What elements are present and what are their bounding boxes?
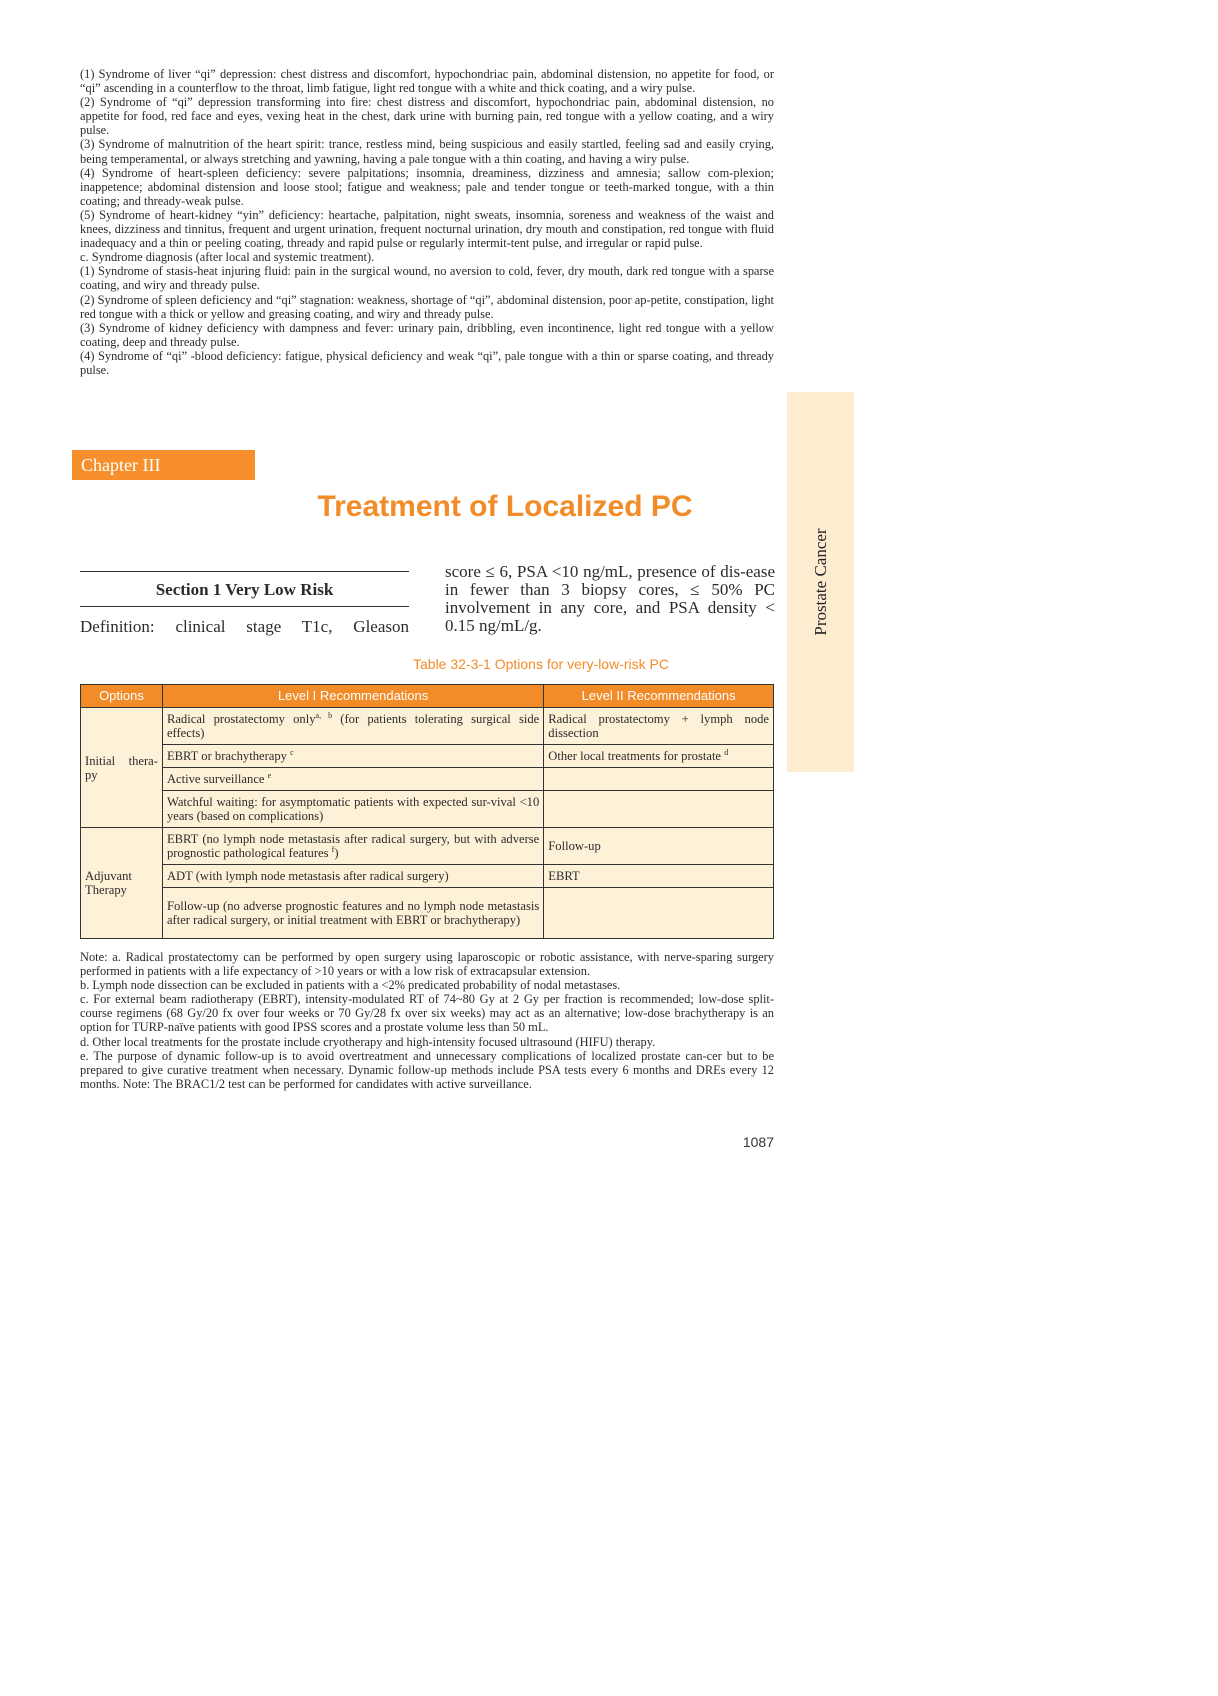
chapter-title: Treatment of Localized PC <box>317 490 693 523</box>
column-header: Level I Recommendations <box>162 685 543 708</box>
table-row <box>81 745 774 768</box>
paragraph: (1) Syndrome of liver “qi” depression: chest distress and discomfort, hypochondriac pain, abdominal distension, no appetite for food, or “qi” ascending in a counterflow to the throat, limb fatigue, light red tongue with a white and thick coating, and a wiry pulse. <box>80 67 774 96</box>
table-row <box>81 888 774 939</box>
level1-cell: Watchful waiting: for asymptomatic patients with expected sur-vival <10 years (based on complications) <box>162 791 543 828</box>
table-row <box>81 791 774 828</box>
note: c. For external beam radiotherapy (EBRT), intensity-modulated RT of 74~80 Gy at 2 Gy per fraction is recommended; low-dose split-course regimens (68 Gy/20 fx over four weeks or 70 Gy/28 fx over six weeks) may act as an alternative; low-dose brachytherapy is an option for TURP-naïve patients with good IPSS scores and a prostate volume less than 50 mL. <box>80 992 774 1035</box>
level2-cell: Radical prostatectomy + lymph node dissection <box>544 708 774 745</box>
column-header: Level II Recommendations <box>544 685 774 708</box>
paragraph: (4) Syndrome of “qi” -blood deficiency: fatigue, physical deficiency and weak “qi”, pale tongue with a thin or sparse coating, and thready pulse. <box>80 348 774 377</box>
table-caption: Table 32-3-1 Options for very-low-risk PC <box>413 656 669 672</box>
level1-cell: EBRT (no lymph node metastasis after radical surgery, but with adverse prognostic pathological features $^f$) <box>162 828 543 865</box>
chapter-label: Chapter III <box>72 450 255 480</box>
level1-cell: ADT (with lymph node metastasis after radical surgery) <box>162 865 543 888</box>
paragraph: (3) Syndrome of kidney deficiency with dampness and fever: urinary pain, dribbling, even incontinence, light red tongue with a yellow coating, deep and thready pulse. <box>80 320 774 349</box>
level2-cell: Follow-up <box>544 828 774 865</box>
section-rule-top <box>80 571 409 572</box>
level2-cell <box>544 768 774 791</box>
top-text-block <box>80 67 774 377</box>
table-row <box>81 828 774 865</box>
table-row <box>81 865 774 888</box>
paragraph: (2) Syndrome of “qi” depression transforming into fire: chest distress and discomfort, hypochondriac pain, abdominal distension, no appetite for food, red face and eyes, vexing heat in the chest, dark urine with burning pain, red tongue with a yellow coating, and a wiry pulse. <box>80 95 774 138</box>
table-header-row <box>81 685 774 708</box>
note: Note: a. Radical prostatectomy can be performed by open surgery using laparoscopic or robotic assistance, with nerve-sparing surgery performed in patients with a life expectancy of >10 years or with a low risk of extracapsular extension. <box>80 950 774 979</box>
table-caption-wrapper <box>0 656 1218 672</box>
level2-cell <box>544 888 774 939</box>
level2-cell <box>544 791 774 828</box>
section-heading: Section 1 Very Low Risk <box>155 580 334 599</box>
chapter-title-wrapper <box>0 490 1218 524</box>
note: e. The purpose of dynamic follow-up is to avoid overtreatment and unnecessary complications of localized prostate can-cer but to be prepared to give curative treatment when necessary. Dynamic follow-up methods include PSA tests every 6 months and DREs every 12 months. Note: The BRAC1/2 test can be performed for candidates with active surveillance. <box>80 1048 774 1091</box>
option-cell: Initial thera-py <box>81 708 163 828</box>
level1-cell: Active surveillance $^e$ <box>162 768 543 791</box>
paragraph: (1) Syndrome of stasis-heat injuring fluid: pain in the surgical wound, no aversion to cold, fever, dry mouth, dark red tongue with a sparse coating, and wiry and thready pulse. <box>80 264 774 293</box>
definition-text-continued: score ≤ 6, PSA <10 ng/mL, presence of dis-ease in fewer than 3 biopsy cores, ≤ 50% PC involvement in any core, and PSA density < 0.15 ng/mL/g. <box>445 562 775 635</box>
note: d. Other local treatments for the prostate include cryotherapy and high-intensity focused ultrasound (HIFU) therapy. <box>80 1034 656 1049</box>
level1-cell: Radical prostatectomy only$^{a, b}$ (for patients tolerating surgical side effects) <box>162 708 543 745</box>
paragraph: (3) Syndrome of malnutrition of the heart spirit: trance, restless mind, being suspicious and easily startled, feeling sad and easily crying, being temperamental, or always stretching and yawning, having a pale tongue with a thin coating, and having a wiry pulse. <box>80 137 774 166</box>
definition-text-start: Definition: clinical stage T1c, Gleason <box>80 617 409 636</box>
note: b. Lymph node dissection can be excluded in patients with a <2% predicated probability of nodal metastases. <box>80 978 621 993</box>
table-row <box>81 708 774 745</box>
side-tab <box>787 392 854 772</box>
table-row <box>81 768 774 791</box>
paragraph: (5) Syndrome of heart-kidney “yin” deficiency: heartache, palpitation, night sweats, insomnia, soreness and weakness of the waist and knees, dizziness and tinnitus, frequent and urgent urination, frequent nocturnal urination, dry mouth and constipation, red tongue with fluid inadequacy and a thin or peeling coating, thready and rapid pulse or regularly intermit-tent pulse, and irregular or rapid pulse. <box>80 207 774 251</box>
page-number: 1087 <box>742 1134 774 1150</box>
level2-cell: Other local treatments for prostate $^d$ <box>544 745 774 768</box>
options-table <box>80 684 774 939</box>
table-notes <box>80 950 774 1091</box>
level1-cell: EBRT or brachytherapy $^c$ <box>162 745 543 768</box>
level2-cell: EBRT <box>544 865 774 888</box>
level1-cell: Follow-up (no adverse prognostic features and no lymph node metastasis after radical surgery, or initial treatment with EBRT or brachytherapy) <box>162 888 543 939</box>
paragraph: (2) Syndrome of spleen deficiency and “qi” stagnation: weakness, shortage of “qi”, abdominal distension, poor ap-petite, constipation, light red tongue with a thick or yellow and greasing coating, and wiry and thready pulse. <box>80 292 774 321</box>
section-rule-bottom <box>80 606 409 607</box>
side-tab-label: Prostate Cancer <box>810 528 830 636</box>
paragraph: c. Syndrome diagnosis (after local and systemic treatment). <box>80 250 375 265</box>
paragraph: (4) Syndrome of heart-spleen deficiency: severe palpitations; insomnia, dreaminess, dizziness and amnesia; sallow com-plexion; inappetence; abdominal distension and loose stool; fatigue and weakness; pale and tender tongue or teeth-marked tongue, with a thin coating; and thready-weak pulse. <box>80 165 774 208</box>
column-header: Options <box>81 685 163 708</box>
option-cell: Adjuvant Therapy <box>81 828 163 939</box>
